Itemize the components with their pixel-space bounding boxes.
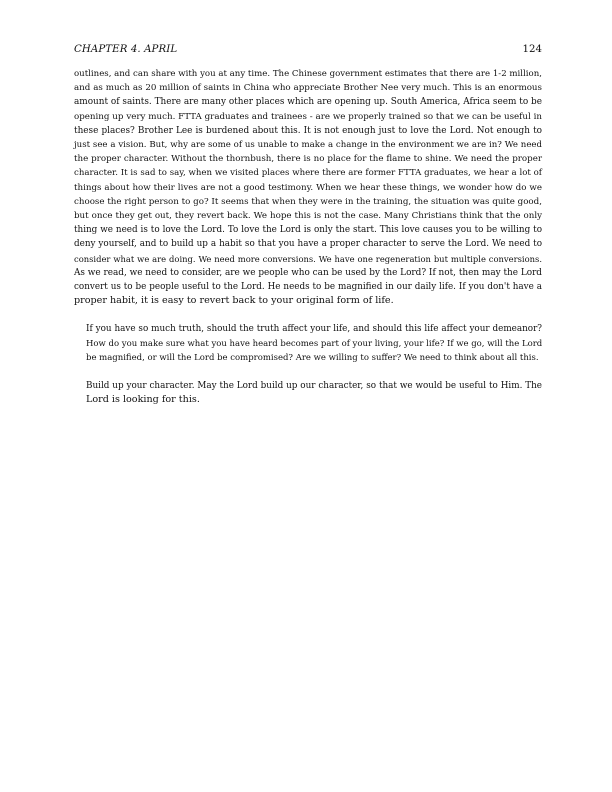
text-line: thing we need is to love the Lord. To love the Lord is only the start. This love causes you to be willing to bbox=[74, 225, 542, 236]
text-line: just see a vision. But, why are some of us unable to make a change in the environment we are in? We need bbox=[74, 140, 542, 151]
text-line: Lord is looking for this. bbox=[86, 394, 200, 406]
running-header bbox=[74, 43, 542, 57]
text-line: If you have so much truth, should the truth affect your life, and should this life affect your demeanor? bbox=[86, 324, 542, 335]
text-line: the proper character. Without the thornbush, there is no place for the flame to shine. We need the proper bbox=[74, 154, 542, 165]
page-number: 124 bbox=[522, 44, 542, 55]
paragraph-3 bbox=[74, 379, 542, 407]
text-line: As we read, we need to consider, are we people who can be used by the Lord? If not, then may the Lord bbox=[74, 267, 542, 278]
text-line: character. It is sad to say, when we visited places where there are former FTTA graduates, we hear a lot of bbox=[74, 168, 542, 179]
text-line: convert us to be people useful to the Lord. He needs to be magnified in our daily life. If you don't have a bbox=[74, 282, 542, 293]
chapter-title: CHAPTER 4. APRIL bbox=[74, 44, 178, 55]
text-line: How do you make sure what you have heard becomes part of your living, your life? If we go, will the Lord bbox=[86, 338, 543, 349]
text-line: and as much as 20 million of saints in China who appreciate Brother Nee very much. This is an enormous bbox=[74, 83, 542, 94]
text-line: Build up your character. May the Lord build up our character, so that we would be useful to Him. The bbox=[86, 381, 542, 392]
text-line: outlines, and can share with you at any time. The Chinese government estimates that there are 1-2 million, bbox=[74, 69, 542, 79]
text-line: these places? Brother Lee is burdened about this. It is not enough just to love the Lord. Not enough to bbox=[74, 125, 542, 136]
text-line: things about how their lives are not a good testimony. When we hear these things, we wonder how do we bbox=[74, 182, 542, 193]
body-text bbox=[74, 67, 542, 421]
paragraph-2 bbox=[74, 322, 542, 365]
text-line: opening up very much. FTTA graduates and trainees - are we properly trained so that we can be useful in bbox=[74, 111, 542, 122]
text-line: choose the right person to go? It seems that when they were in the training, the situation was quite good, bbox=[74, 196, 542, 207]
text-line: amount of saints. There are many other places which are opening up. South America, Africa seem to be bbox=[74, 97, 542, 108]
text-line: proper habit, it is easy to revert back to your original form of life. bbox=[74, 295, 394, 307]
text-line: deny yourself, and to build up a habit so that you have a proper character to serve the Lord. We need to bbox=[74, 239, 542, 250]
paragraph-1 bbox=[74, 67, 542, 308]
text-line: consider what we are doing. We need more conversions. We have one regeneration but multiple conversions. bbox=[74, 253, 542, 264]
text-line: be magnified, or will the Lord be compromised? Are we willing to suffer? We need to think about all this. bbox=[86, 352, 539, 363]
text-line: but once they get out, they revert back. We hope this is not the case. Many Christians think that the only bbox=[74, 211, 542, 222]
